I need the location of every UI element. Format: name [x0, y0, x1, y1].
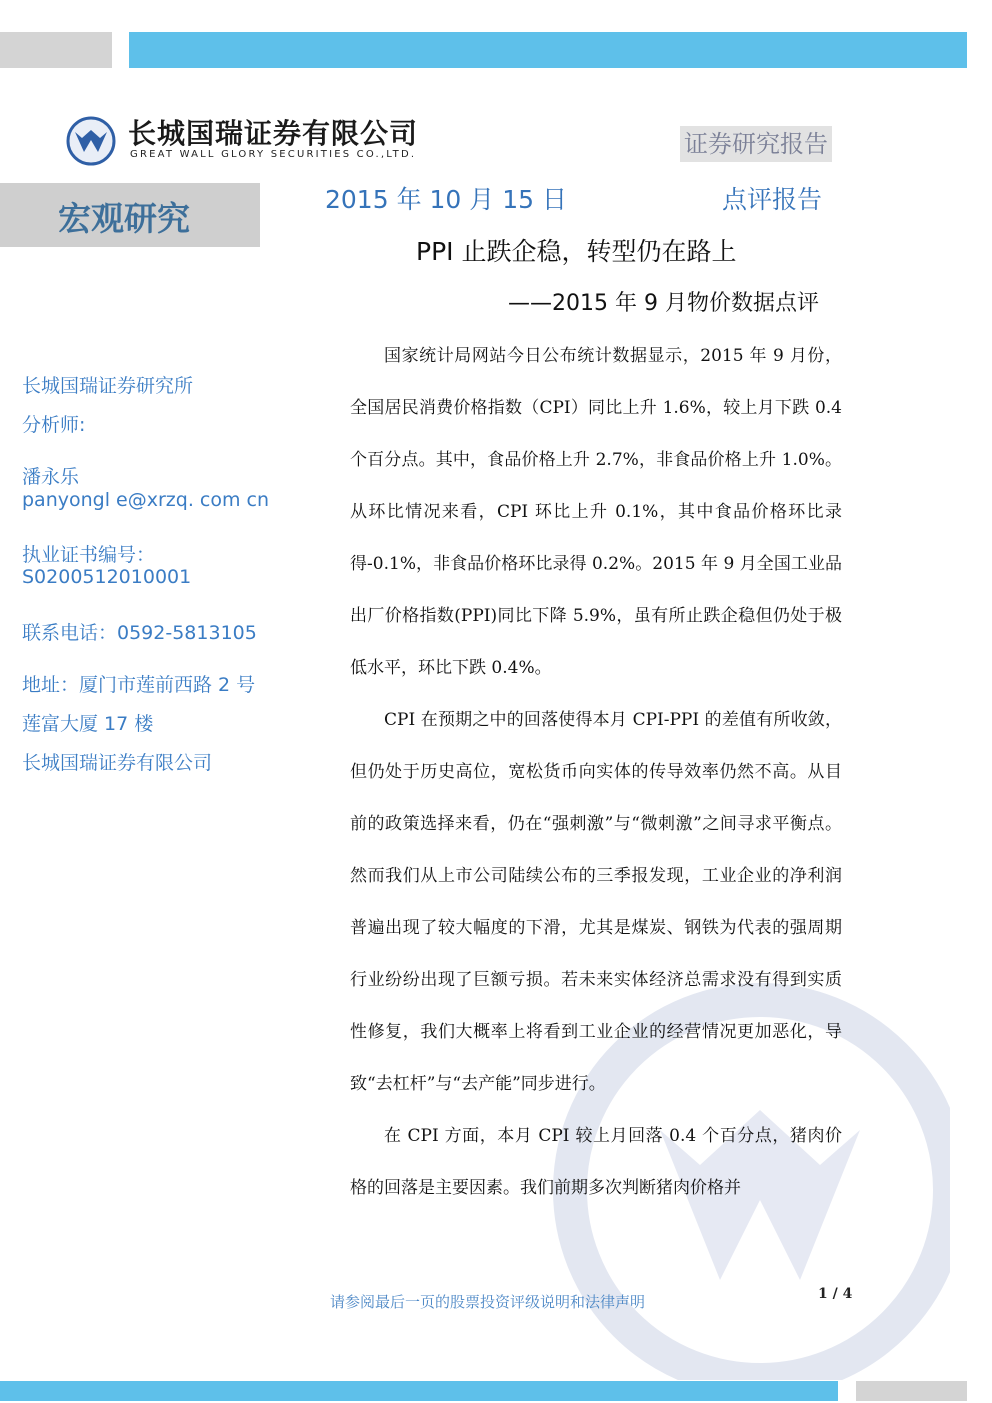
analyst-name: 潘永乐: [22, 466, 80, 488]
contact-phone: 联系电话：0592-5813105: [22, 622, 257, 644]
analyst-email: panyongl e@xrzq. com cn: [22, 489, 269, 511]
company-name-cn: 长城国瑞证券有限公司: [128, 117, 419, 150]
header-gray-bar: [0, 32, 112, 68]
address-line-2: 莲富大厦 17 楼: [22, 713, 154, 735]
body-paragraph-1: 国家统计局网站今日公布统计数据显示，2015 年 9 月份，全国居民消费价格指数（CPI）同比上升 1.6%，较上月下跌 0.4 个百分点。其中，食品价格上升 2.7%，非食品价格上升 1.0%。从环比情况来看，CPI 环比上升 0.1%，其中食品价格环比录得-0.1%，非食品价格环比录得 0.2%。2015 年 9 月全国工业品出厂价格指数(PPI)同比下降 5.9%，虽有所止跌企稳但仍处于极低水平，环比下跌 0.4%。: [350, 346, 842, 678]
analyst-label: 分析师:: [22, 414, 86, 436]
address-line-1: 地址：厦门市莲前西路 2 号: [22, 674, 256, 696]
report-title: PPI 止跌企稳，转型仍在路上: [416, 237, 737, 266]
license-number: S0200512010001: [22, 566, 192, 588]
institute-name: 长城国瑞证券研究所: [22, 375, 194, 397]
report-date: 2015 年 10 月 15 日: [325, 185, 567, 214]
body-paragraph-3: 在 CPI 方面，本月 CPI 较上月回落 0.4 个百分点，猪肉价格的回落是主要因素。我们前期多次判断猪肉价格并: [350, 1126, 842, 1198]
page-number: 1 / 4: [818, 1286, 853, 1302]
report-kind: 点评报告: [722, 185, 823, 214]
category-label: 宏观研究: [58, 199, 190, 238]
disclaimer-note: 请参阅最后一页的股票投资评级说明和法律声明: [330, 1293, 646, 1311]
footer-blue-bar: [0, 1381, 838, 1401]
report-type-label: 证券研究报告: [680, 126, 832, 162]
header-blue-bar: [129, 32, 967, 68]
sidebar-company: 长城国瑞证券有限公司: [22, 752, 213, 774]
report-subtitle: ——2015 年 9 月物价数据点评: [508, 291, 819, 316]
body-paragraph-2: CPI 在预期之中的回落使得本月 CPI-PPI 的差值有所收敛，但仍处于历史高位，宽松货币向实体的传导效率仍然不高。从目前的政策选择来看，仍在“强刺激”与“微刺激”之间寻求平衡点。然而我们从上市公司陆续公布的三季报发现，工业企业的净利润普遍出现了较大幅度的下滑，尤其是煤炭、钢铁为代表的强周期行业纷纷出现了巨额亏损。若未来实体经济总需求没有得到实质性修复，我们大概率上将看到工业企业的经营情况更加恶化，导致“去杠杆”与“去产能”同步进行。: [350, 710, 842, 1094]
company-logo-icon: [66, 116, 116, 166]
company-name-en: GREAT WALL GLORY SECURITIES CO.,LTD.: [130, 149, 417, 160]
report-body: [350, 330, 842, 1214]
license-label: 执业证书编号：: [22, 544, 156, 566]
footer-gray-bar: [856, 1381, 967, 1401]
